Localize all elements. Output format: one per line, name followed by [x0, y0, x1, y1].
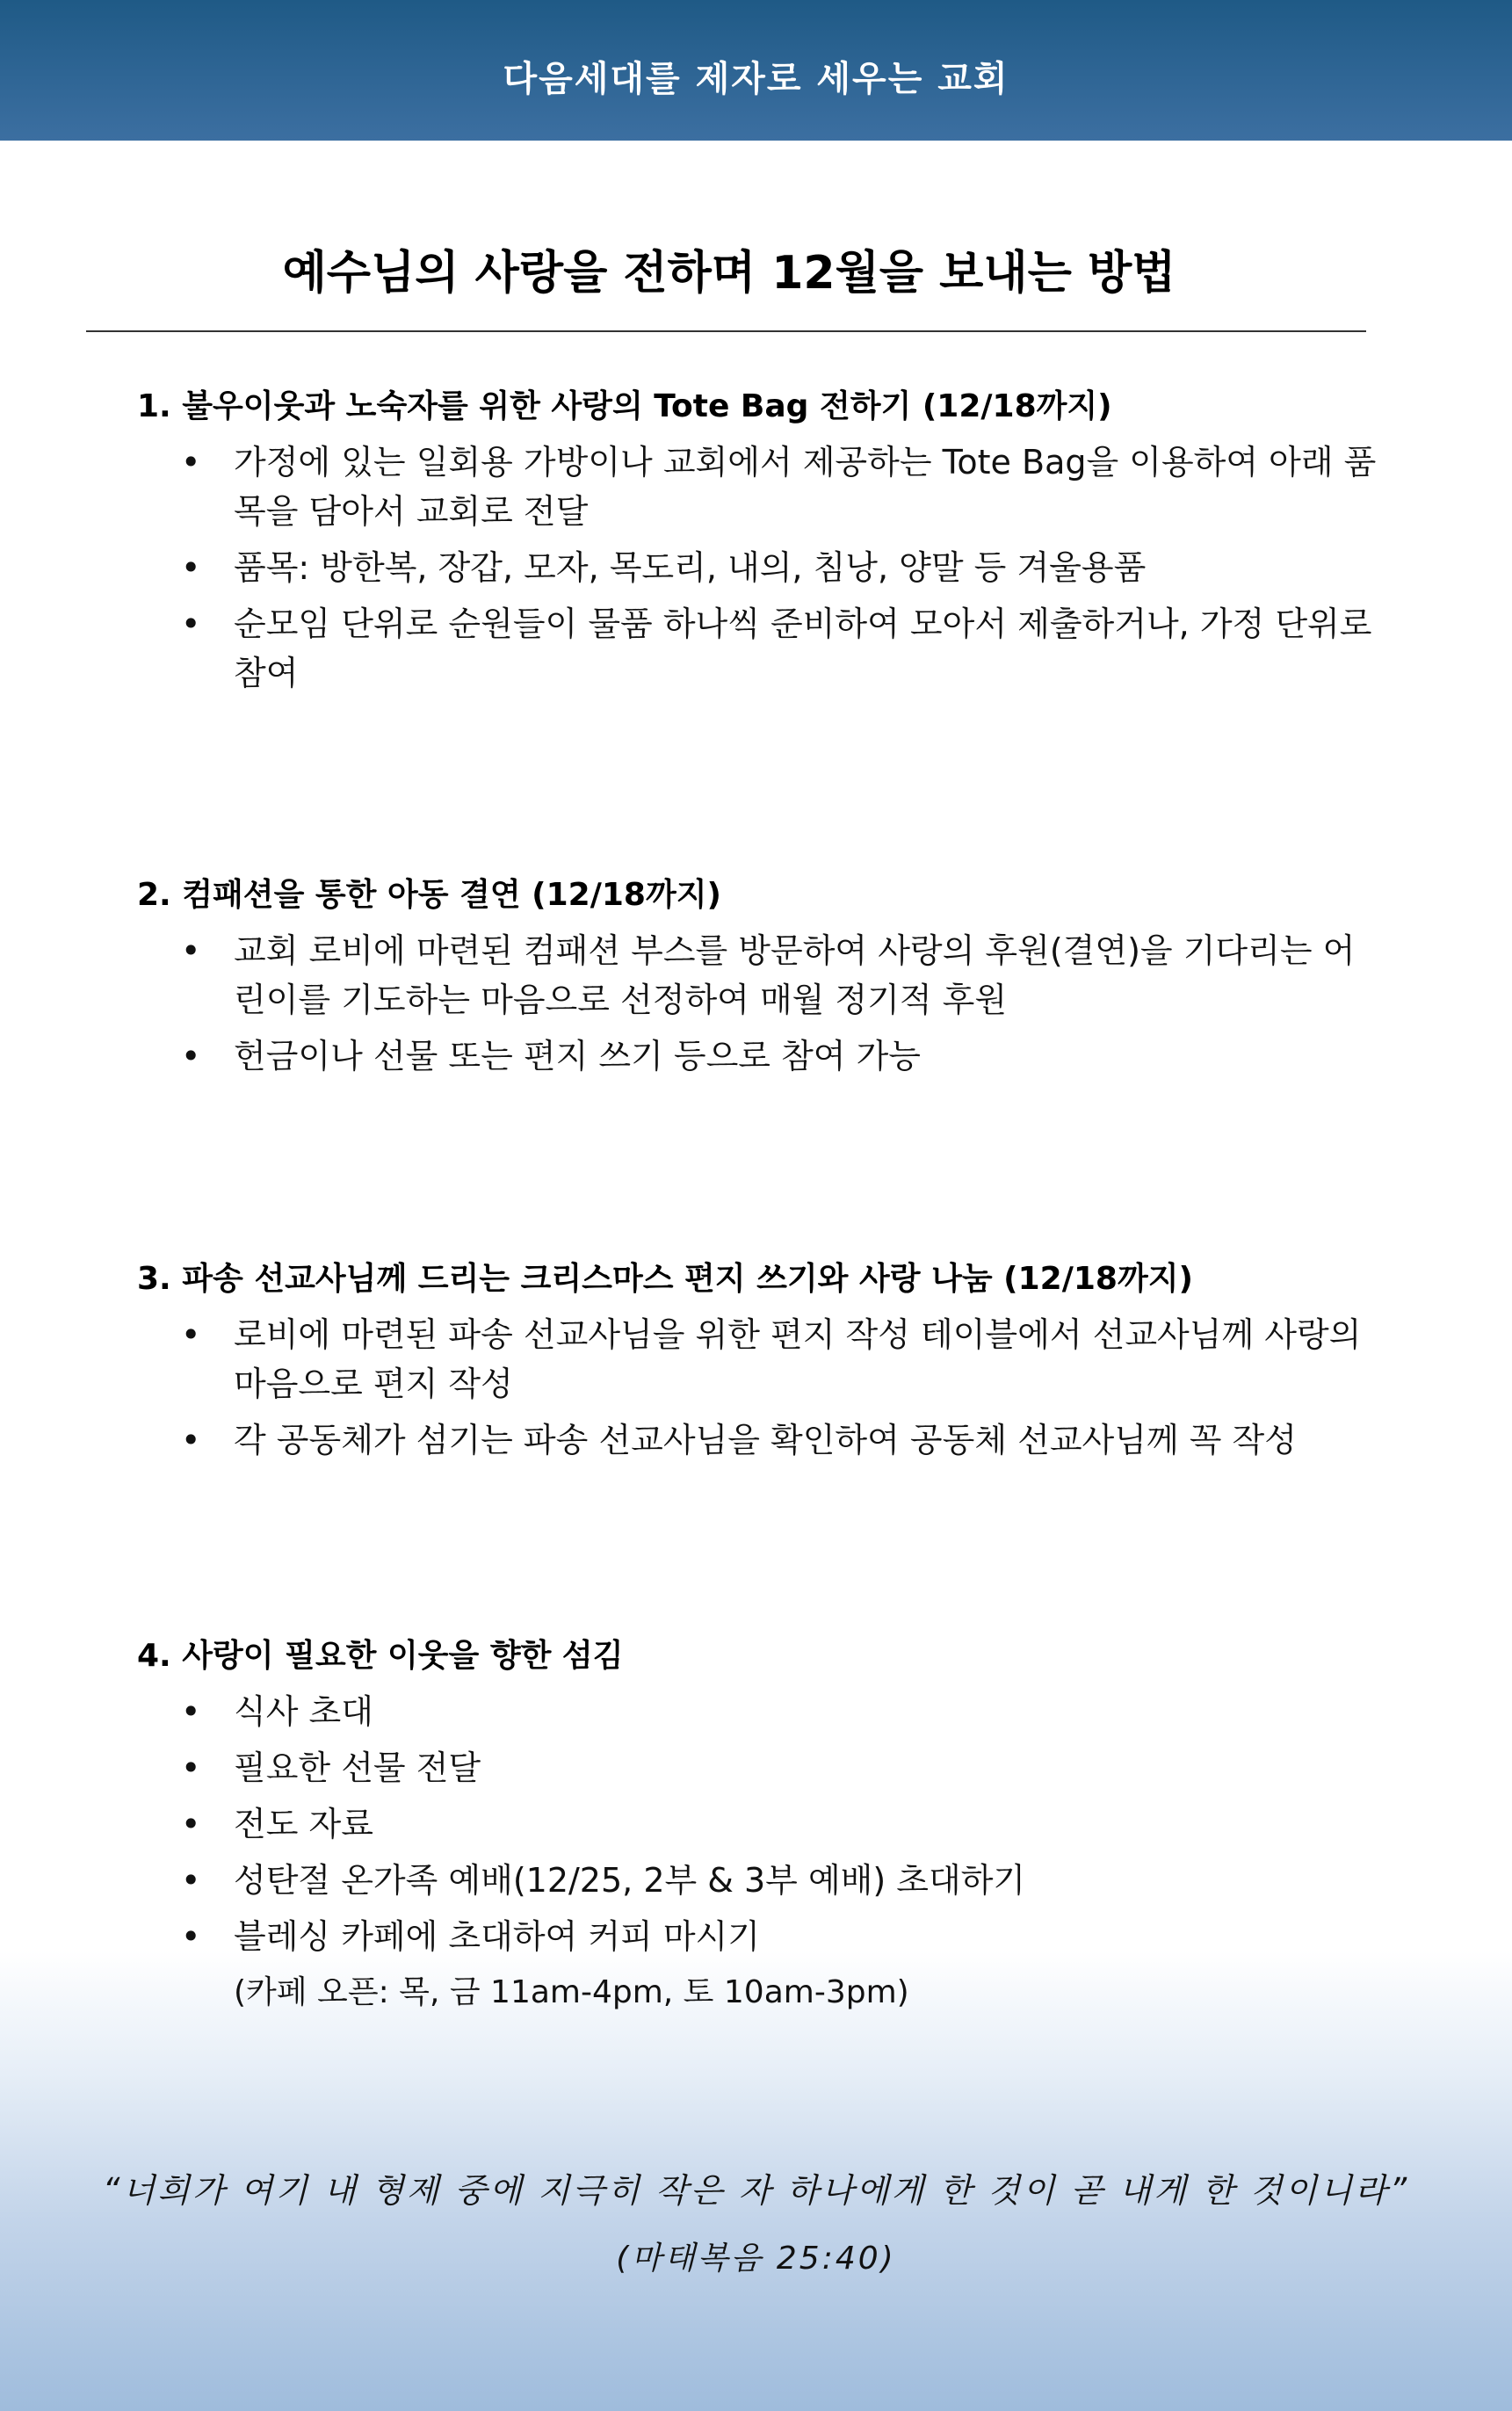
list-item-text: 필요한 선물 전달	[234, 1749, 481, 1787]
header-bar	[0, 0, 1512, 141]
section-neighbor-service	[137, 1634, 1385, 2017]
list-item	[137, 1415, 1385, 1465]
bullet-icon: •	[181, 931, 201, 970]
section-heading: 1. 불우이웃과 노숙자를 위한 사랑의 Tote Bag 전하기 (12/18까지)	[137, 388, 1112, 424]
list-item	[137, 599, 1385, 698]
list-item-text: 헌금이나 선물 또는 편지 쓰기 등으로 참여 가능	[234, 1037, 922, 1075]
section-compassion	[137, 873, 1385, 1088]
section-heading: 3. 파송 선교사님께 드리는 크리스마스 편지 쓰기와 사랑 나눔 (12/18까지)	[137, 1261, 1193, 1297]
bullet-list	[137, 926, 1385, 1081]
list-item-text: 순모임 단위로 순원들이 물품 하나씩 준비하여 모아서 제출하거나, 가정 단위로 참여	[234, 605, 1372, 692]
section-tote-bag	[137, 385, 1385, 705]
bullet-icon: •	[181, 443, 201, 481]
list-item-text: 가정에 있는 일회용 가방이나 교회에서 제공하는 Tote Bag을 이용하여 아래 품목을 담아서 교회로 전달	[234, 443, 1377, 531]
list-item	[137, 1799, 1385, 1849]
bullet-list	[137, 438, 1385, 698]
list-item-text: 품목: 방한복, 장갑, 모자, 목도리, 내의, 침낭, 양말 등 겨울용품	[234, 548, 1147, 587]
section-heading: 4. 사랑이 필요한 이웃을 향한 섬김	[137, 1638, 624, 1674]
list-item-text: 로비에 마련된 파송 선교사님을 위한 편지 작성 테이블에서 선교사님께 사랑의 마음으로 편지 작성	[234, 1315, 1362, 1403]
list-item-text: 식사 초대	[234, 1692, 373, 1731]
section-heading: 2. 컴패션을 통한 아동 결연 (12/18까지)	[137, 877, 721, 913]
list-item	[137, 926, 1385, 1024]
list-item-text: 블레싱 카페에 초대하여 커피 마시기	[234, 1917, 760, 1956]
bullet-icon: •	[181, 1861, 201, 1900]
list-item	[137, 1032, 1385, 1081]
list-item-text: 각 공동체가 섬기는 파송 선교사님을 확인하여 공동체 선교사님께 꼭 작성	[234, 1421, 1297, 1459]
title-divider	[86, 330, 1366, 332]
bullet-icon: •	[181, 1315, 201, 1354]
list-item-text: 전도 자료	[234, 1805, 373, 1843]
list-item	[137, 1687, 1385, 1736]
list-item	[137, 1310, 1385, 1408]
document-title: 예수님의 사랑을 전하며 12월을 보내는 방법	[282, 247, 1176, 300]
bullet-icon: •	[181, 1421, 201, 1459]
footer-verse-reference: (마태복음 25:40)	[616, 2241, 896, 2277]
bullet-icon: •	[181, 1037, 201, 1075]
section-missionary-letters	[137, 1257, 1385, 1472]
header-title: 다음세대를 제자로 세우는 교회	[503, 59, 1009, 99]
bullet-list	[137, 1687, 1385, 1961]
list-item-text: 성탄절 온가족 예배(12/25, 2부 & 3부 예배) 초대하기	[234, 1861, 1026, 1900]
bullet-icon: •	[181, 1917, 201, 1956]
bullet-icon: •	[181, 1692, 201, 1731]
footer-verse: “너희가 여기 내 형제 중에 지극히 작은 자 하나에게 한 것이 곧 내게 한 것이니라”	[102, 2171, 1410, 2210]
list-item	[137, 438, 1385, 536]
list-item	[137, 543, 1385, 592]
list-item	[137, 1856, 1385, 1905]
list-item	[137, 1743, 1385, 1792]
list-item	[137, 1912, 1385, 1961]
bullet-icon: •	[181, 1749, 201, 1787]
bullet-list	[137, 1310, 1385, 1465]
bullet-icon: •	[181, 1805, 201, 1843]
cafe-hours-note: (카페 오픈: 목, 금 11am-4pm, 토 10am-3pm)	[234, 1974, 909, 2010]
bullet-icon: •	[181, 548, 201, 587]
list-item-text: 교회 로비에 마련된 컴패션 부스를 방문하여 사랑의 후원(결연)을 기다리는 어린이를 기도하는 마음으로 선정하여 매월 정기적 후원	[234, 931, 1356, 1019]
bullet-icon: •	[181, 605, 201, 643]
